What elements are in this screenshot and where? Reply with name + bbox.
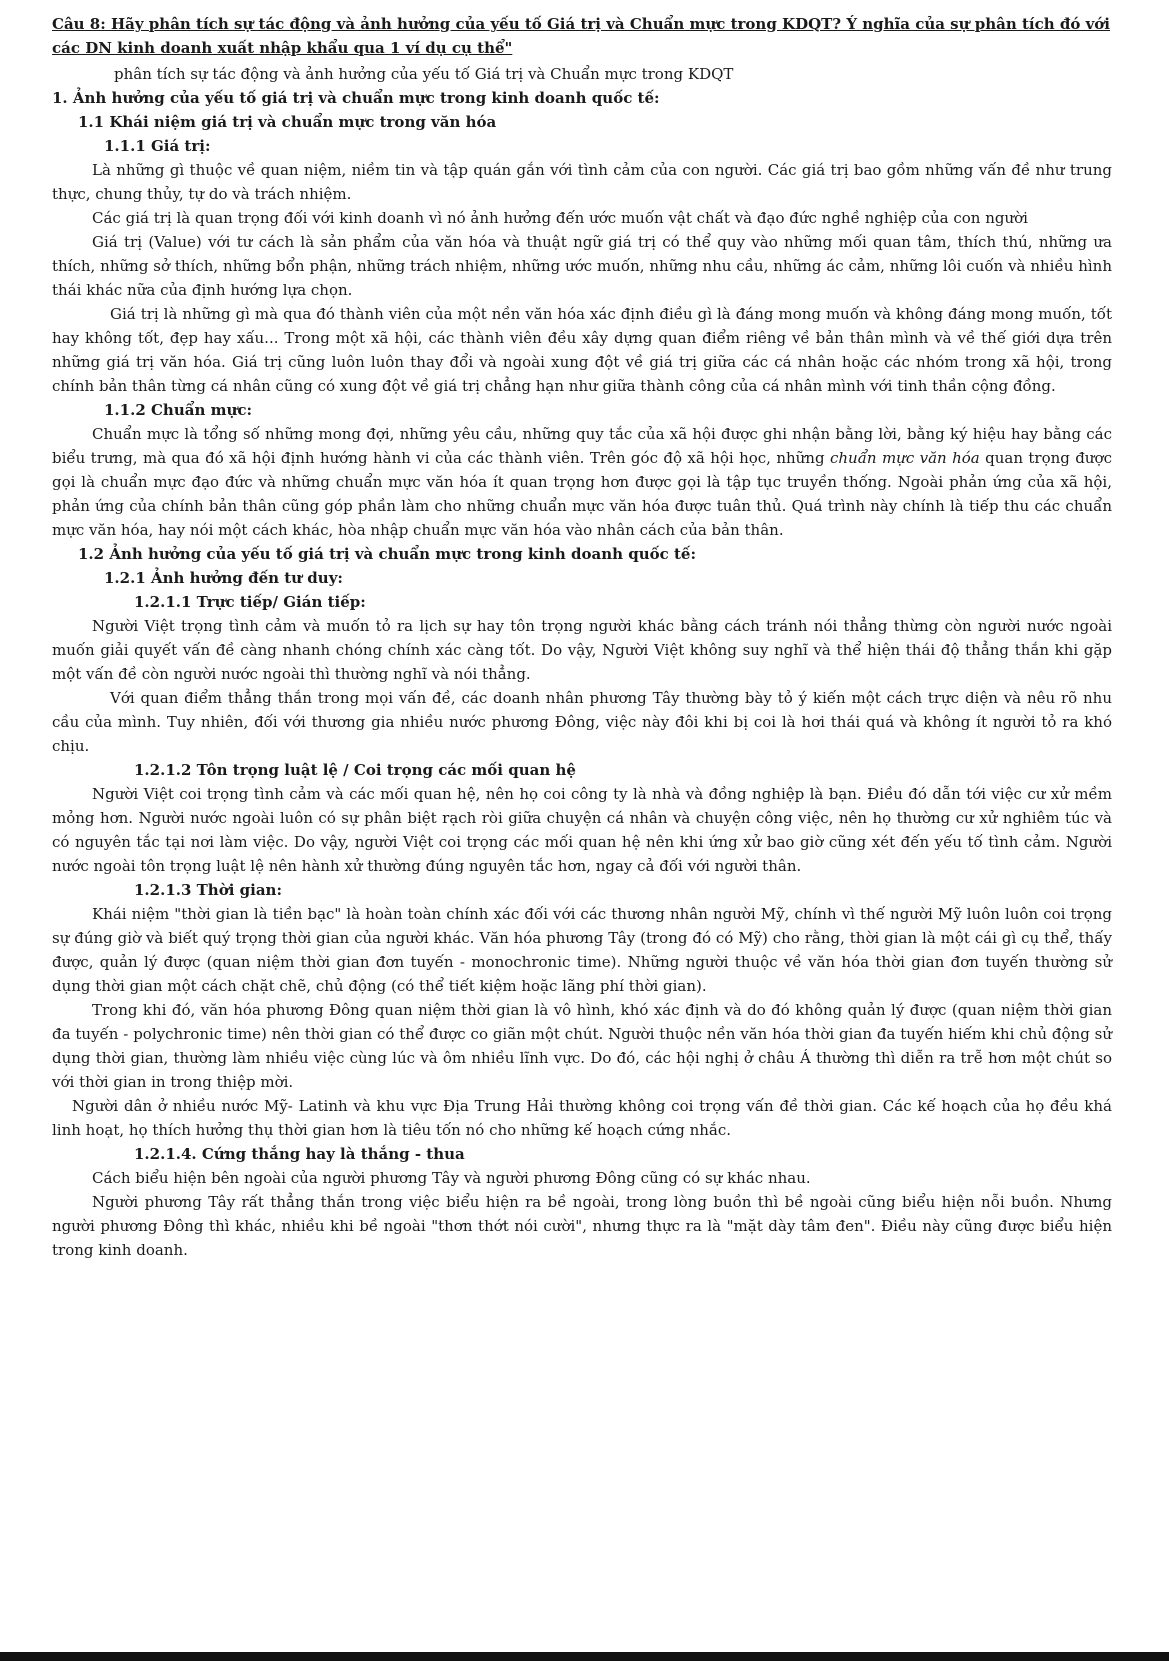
scan-bottom-edge [0,1652,1169,1661]
paragraph-time-latin: Người dân ở nhiều nước Mỹ- Latinh và khu vực Địa Trung Hải thường không coi trọng vấn đề thời gian. Các kế hoạch của họ đều khá linh hoạt, họ thích hưởng thụ thời gian hơn là tiêu tốn nó cho những kế hoạch cứng nhắc. [52,1097,1112,1139]
paragraph-expression-difference: Cách biểu hiện bên ngoài của người phương Tây và người phương Đông cũng có sự khác nhau. [92,1169,811,1187]
heading-section-1-2-1: 1.2.1 Ảnh hưởng đến tư duy: [104,569,343,587]
heading-section-1-2-1-1: 1.2.1.1 Trực tiếp/ Gián tiếp: [134,593,366,611]
paragraph-norm-italic: chuẩn mực văn hóa [829,449,980,467]
heading-section-1-2-1-4: 1.2.1.4. Cứng thắng hay là thắng - thua [134,1145,465,1163]
paragraph-time-monochronic: Khái niệm "thời gian là tiền bạc" là hoàn toàn chính xác đối với các thương nhân người Mỹ, chính vì thế người Mỹ luôn luôn coi trọng sự đúng giờ và biết quý trọng thời gian của người khác. Văn hóa phương Tây (trong đó có Mỹ) cho rằng, thời gian là một cái gì cụ thể, thấy được, quản lý được (quan niệm thời gian đơn tuyến - monochronic time). Những người thuộc về văn hóa thời gian đơn tuyến thường sử dụng thời gian một cách chặt chẽ, chủ động (có thể tiết kiệm hoặc lãng phí thời gian). [52,905,1112,995]
paragraph-norm-part-a: Chuẩn mực là tổng số những mong đợi, những yêu cầu, những quy tắc của xã hội được ghi nhận bằng lời, bằng ký hiệu hay bằng các biểu trưng, mà qua đó xã hội định hướng hành vi của các thành viên. Trên góc độ xã hội học, những [52,425,1112,467]
paragraph-norm-part-b: quan trọng được gọi là chuẩn mực đạo đức và những chuẩn mực văn hóa ít quan trọng hơn được gọi là tập tục truyền thống. Ngoài phản ứng của xã hội, phản ứng của chính bản thân cũng góp phần làm cho những chuẩn mực văn hóa được tuân thủ. Quá trình này chính là tiếp thu các chuẩn mực văn hóa, hay nói một cách khác, hòa nhập chuẩn mực văn hóa vào nhân cách của bản thân. [52,449,1112,539]
paragraph-direct-western: Với quan điểm thẳng thắn trong mọi vấn đề, các doanh nhân phương Tây thường bày tỏ ý kiến một cách trực diện và nêu rõ nhu cầu của mình. Tuy nhiên, đối với thương gia nhiều nước phương Đông, việc này đôi khi bị coi là hơi thái quá và không ít người tỏ ra khó chịu. [52,689,1112,755]
document-subtitle: phân tích sự tác động và ảnh hưởng của yếu tố Giá trị và Chuẩn mực trong KDQT [114,65,734,83]
heading-section-1-2-1-2: 1.2.1.2 Tôn trọng luật lệ / Coi trọng các mối quan hệ [134,761,576,779]
paragraph-norm-definition [52,422,1112,542]
heading-section-1-1-2: 1.1.2 Chuẩn mực: [104,401,253,419]
heading-section-1-1-1: 1.1.1 Giá trị: [104,137,211,155]
heading-section-1-2-1-3: 1.2.1.3 Thời gian: [134,881,282,899]
heading-section-1: 1. Ảnh hưởng của yếu tố giá trị và chuẩn mực trong kinh doanh quốc tế: [52,89,660,107]
paragraph-value-definition: Là những gì thuộc về quan niệm, niềm tin và tập quán gắn với tình cảm của con người. Các giá trị bao gồm những vấn đề như trung thực, chung thủy, tự do và trách nhiệm. [52,161,1112,203]
question-title: Câu 8: Hãy phân tích sự tác động và ảnh hưởng của yếu tố Giá trị và Chuẩn mực trong KDQT? Ý nghĩa của sự phân tích đó với các DN kinh doanh xuất nhập khẩu qua 1 ví dụ cụ thể" [52,15,1111,57]
document-page [52,12,1112,1262]
paragraph-value-culture: Giá trị là những gì mà qua đó thành viên của một nền văn hóa xác định điều gì là đáng mong muốn và không đáng mong muốn, tốt hay không tốt, đẹp hay xấu... Trong một xã hội, các thành viên đều xây dựng quan điểm riêng về bản thân mình và về thế giới dựa trên những giá trị văn hóa. Giá trị cũng luôn luôn thay đổi và ngoài xung đột về giá trị giữa các cá nhân hoặc các nhóm trong xã hội, trong chính bản thân từng cá nhân cũng có xung đột về giá trị chẳng hạn như giữa thành công của cá nhân mình với tinh thần cộng đồng. [52,305,1112,395]
heading-section-1-1: 1.1 Khái niệm giá trị và chuẩn mực trong văn hóa [78,113,497,131]
paragraph-value-product: Giá trị (Value) với tư cách là sản phẩm của văn hóa và thuật ngữ giá trị có thể quy vào những mối quan tâm, thích thú, những ưa thích, những sở thích, những bổn phận, những trách nhiệm, những ước muốn, những nhu cầu, những ác cảm, những lôi cuốn và nhiều hình thái khác nữa của định hướng lựa chọn. [52,233,1112,299]
paragraph-time-polychronic: Trong khi đó, văn hóa phương Đông quan niệm thời gian là vô hình, khó xác định và do đó không quản lý được (quan niệm thời gian đa tuyến - polychronic time) nên thời gian có thể được co giãn một chút. Người thuộc nền văn hóa thời gian đa tuyến hiếm khi chủ động sử dụng thời gian, thường làm nhiều việc cùng lúc và ôm nhiều lĩnh vực. Do đó, các hội nghị ở châu Á thường thì diễn ra trễ hơn một chút so với thời gian in trong thiệp mời. [52,1001,1112,1091]
paragraph-expression-business: Người phương Tây rất thẳng thắn trong việc biểu hiện ra bề ngoài, trong lòng buồn thì bề ngoài cũng biểu hiện nỗi buồn. Nhưng người phương Đông thì khác, nhiều khi bề ngoài "thơn thớt nói cười", nhưng thực ra là "mặt dày tâm đen". Điều này cũng được biểu hiện trong kinh doanh. [52,1193,1112,1259]
paragraph-direct-vietnamese: Người Việt trọng tình cảm và muốn tỏ ra lịch sự hay tôn trọng người khác bằng cách tránh nói thẳng thừng còn người nước ngoài muốn giải quyết vấn đề càng nhanh chóng chính xác càng tốt. Do vậy, Người Việt không suy nghĩ và thể hiện thái độ thẳng thắn khi gặp một vấn đề còn người nước ngoài thì thường nghĩ và nói thẳng. [52,617,1112,683]
heading-section-1-2: 1.2 Ảnh hưởng của yếu tố giá trị và chuẩn mực trong kinh doanh quốc tế: [78,545,696,563]
paragraph-value-importance: Các giá trị là quan trọng đối với kinh doanh vì nó ảnh hưởng đến ước muốn vật chất và đạo đức nghề nghiệp của con người [92,209,1028,227]
paragraph-rules-relationships: Người Việt coi trọng tình cảm và các mối quan hệ, nên họ coi công ty là nhà và đồng nghiệp là bạn. Điều đó dẫn tới việc cư xử mềm mỏng hơn. Người nước ngoài luôn có sự phân biệt rạch ròi giữa chuyện cá nhân và chuyện công việc, nên họ thường cư xử nghiêm túc và có nguyên tắc tại nơi làm việc. Do vậy, người Việt coi trọng các mối quan hệ nên khi ứng xử bao giờ cũng xét đến yếu tố tình cảm. Người nước ngoài tôn trọng luật lệ nên hành xử thường đúng nguyên tắc hơn, ngay cả đối với người thân. [52,785,1112,875]
